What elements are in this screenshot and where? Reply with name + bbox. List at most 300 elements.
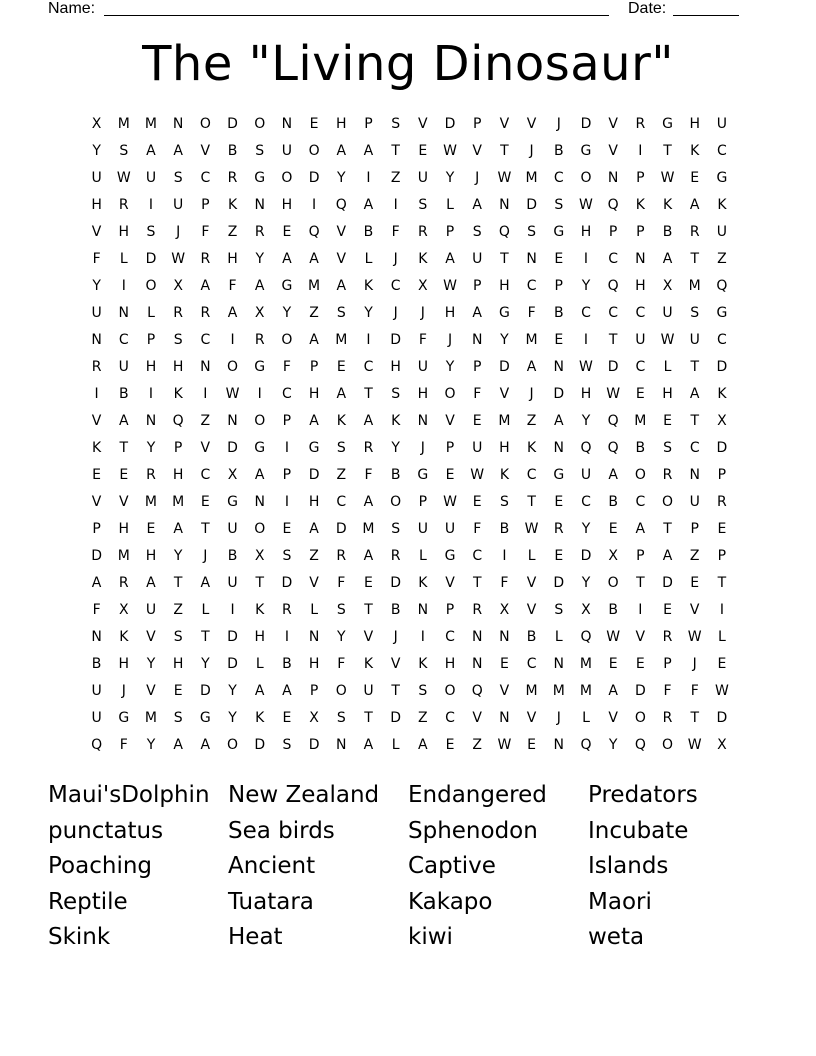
grid-letter[interactable]: H — [91, 197, 102, 213]
grid-letter[interactable]: A — [336, 278, 347, 294]
grid-letter[interactable]: W — [443, 278, 457, 294]
grid-letter[interactable]: W — [116, 170, 131, 186]
grid-letter[interactable]: I — [230, 332, 235, 348]
grid-letter[interactable]: A — [662, 548, 673, 564]
grid-letter[interactable]: E — [445, 737, 455, 753]
grid-letter[interactable]: T — [364, 386, 373, 402]
grid-letter[interactable]: K — [527, 440, 537, 456]
grid-letter[interactable]: L — [201, 602, 210, 618]
grid-letter[interactable]: V — [146, 629, 156, 645]
grid-letter[interactable]: J — [176, 224, 181, 240]
grid-letter[interactable]: G — [254, 170, 266, 186]
grid-letter[interactable]: G — [444, 548, 456, 564]
grid-letter[interactable]: J — [420, 305, 425, 321]
grid-letter[interactable]: R — [363, 440, 374, 456]
grid-letter[interactable]: O — [281, 170, 293, 186]
grid-letter[interactable]: G — [498, 305, 510, 321]
grid-letter[interactable]: S — [554, 197, 564, 213]
grid-letter[interactable]: H — [444, 656, 456, 672]
grid-letter[interactable]: Y — [364, 305, 373, 321]
grid-letter[interactable]: Z — [689, 548, 700, 564]
grid-letter[interactable]: V — [200, 143, 211, 159]
grid-letter[interactable]: V — [499, 683, 510, 699]
grid-letter[interactable]: X — [499, 602, 510, 618]
grid-letter[interactable]: R — [336, 548, 347, 564]
grid-letter[interactable]: Y — [282, 305, 292, 321]
grid-letter[interactable]: D — [308, 737, 320, 753]
grid-letter[interactable]: E — [282, 710, 292, 726]
grid-letter[interactable]: W — [470, 467, 485, 483]
grid-letter[interactable]: I — [312, 197, 317, 213]
grid-letter[interactable]: Q — [634, 737, 646, 753]
grid-letter[interactable]: Z — [717, 251, 727, 267]
grid-letter[interactable]: D — [553, 575, 565, 591]
grid-letter[interactable]: L — [663, 359, 672, 375]
grid-letter[interactable]: W — [687, 737, 702, 753]
grid-letter[interactable]: E — [717, 656, 727, 672]
grid-letter[interactable]: G — [716, 170, 728, 186]
grid-letter[interactable]: E — [472, 413, 482, 429]
grid-letter[interactable]: W — [606, 386, 621, 402]
grid-letter[interactable]: C — [526, 467, 537, 483]
grid-letter[interactable]: N — [471, 332, 483, 348]
grid-letter[interactable]: A — [227, 305, 238, 321]
grid-letter[interactable]: P — [636, 548, 645, 564]
grid-letter[interactable]: A — [363, 494, 374, 510]
grid-letter[interactable]: U — [281, 143, 293, 159]
grid-letter[interactable]: Q — [580, 440, 592, 456]
grid-letter[interactable]: F — [418, 332, 427, 348]
grid-letter[interactable]: A — [173, 737, 183, 753]
grid-letter[interactable]: H — [172, 656, 184, 672]
grid-letter[interactable]: V — [309, 575, 319, 591]
grid-letter[interactable]: B — [118, 386, 129, 402]
grid-letter[interactable]: C — [581, 305, 591, 321]
grid-letter[interactable]: U — [227, 521, 238, 537]
grid-letter[interactable]: N — [553, 359, 565, 375]
grid-letter[interactable]: S — [173, 332, 183, 348]
grid-letter[interactable]: Q — [607, 440, 619, 456]
grid-letter[interactable]: A — [526, 359, 537, 375]
grid-letter[interactable]: U — [118, 359, 129, 375]
grid-letter[interactable]: I — [719, 602, 724, 618]
grid-letter[interactable]: R — [200, 305, 211, 321]
grid-letter[interactable]: Q — [607, 413, 619, 429]
grid-letter[interactable]: C — [282, 386, 292, 402]
grid-letter[interactable]: A — [336, 386, 347, 402]
grid-letter[interactable]: S — [255, 143, 265, 159]
grid-letter[interactable]: A — [146, 575, 156, 591]
grid-letter[interactable]: N — [91, 629, 102, 645]
grid-letter[interactable]: S — [173, 629, 183, 645]
grid-letter[interactable]: A — [608, 467, 618, 483]
grid-letter[interactable]: A — [309, 413, 319, 429]
grid-letter[interactable]: T — [391, 143, 400, 159]
grid-letter[interactable]: O — [254, 521, 266, 537]
grid-letter[interactable]: T — [364, 602, 373, 618]
grid-letter[interactable]: X — [227, 467, 238, 483]
grid-letter[interactable]: V — [499, 386, 510, 402]
grid-letter[interactable]: H — [580, 386, 592, 402]
grid-letter[interactable]: B — [363, 224, 374, 240]
grid-letter[interactable]: V — [336, 251, 347, 267]
grid-letter[interactable]: C — [118, 332, 129, 348]
grid-letter[interactable]: S — [336, 602, 346, 618]
grid-letter[interactable]: A — [689, 386, 700, 402]
grid-letter[interactable]: K — [690, 143, 700, 159]
grid-letter[interactable]: Q — [91, 737, 103, 753]
grid-letter[interactable]: Q — [335, 197, 347, 213]
grid-letter[interactable]: V — [146, 683, 156, 699]
grid-letter[interactable]: Y — [228, 683, 237, 699]
grid-letter[interactable]: U — [472, 251, 483, 267]
grid-letter[interactable]: M — [688, 278, 701, 294]
grid-letter[interactable]: A — [173, 143, 183, 159]
grid-letter[interactable]: A — [363, 197, 374, 213]
grid-letter[interactable]: R — [282, 602, 292, 618]
grid-letter[interactable]: R — [635, 116, 646, 132]
grid-letter[interactable]: N — [499, 197, 510, 213]
grid-letter[interactable]: E — [418, 143, 428, 159]
grid-letter[interactable]: A — [200, 575, 211, 591]
grid-letter[interactable]: U — [363, 683, 374, 699]
grid-letter[interactable]: O — [580, 170, 592, 186]
grid-letter[interactable]: N — [172, 116, 184, 132]
grid-letter[interactable]: D — [145, 251, 157, 267]
grid-letter[interactable]: E — [554, 332, 564, 348]
grid-letter[interactable]: Z — [200, 413, 211, 429]
grid-letter[interactable]: E — [554, 251, 564, 267]
grid-letter[interactable]: V — [200, 440, 211, 456]
grid-letter[interactable]: P — [608, 224, 618, 240]
grid-letter[interactable]: P — [309, 683, 319, 699]
grid-letter[interactable]: R — [717, 494, 727, 510]
grid-letter[interactable]: N — [417, 413, 429, 429]
grid-letter[interactable]: D — [526, 197, 537, 213]
grid-letter[interactable]: X — [91, 116, 102, 132]
grid-letter[interactable]: D — [634, 683, 646, 699]
grid-letter[interactable]: Q — [716, 278, 728, 294]
grid-letter[interactable]: Z — [418, 710, 428, 726]
grid-letter[interactable]: H — [308, 656, 320, 672]
grid-letter[interactable]: C — [717, 143, 727, 159]
grid-letter[interactable]: M — [308, 278, 321, 294]
grid-letter[interactable]: O — [227, 359, 239, 375]
grid-letter[interactable]: H — [662, 386, 673, 402]
grid-letter[interactable]: V — [445, 413, 455, 429]
grid-letter[interactable]: M — [579, 683, 593, 699]
grid-letter[interactable]: V — [526, 575, 537, 591]
grid-letter[interactable]: K — [662, 197, 673, 213]
grid-letter[interactable]: F — [391, 224, 400, 240]
grid-letter[interactable]: S — [418, 197, 428, 213]
grid-letter[interactable]: Y — [173, 548, 183, 564]
grid-letter[interactable]: W — [225, 386, 240, 402]
grid-letter[interactable]: C — [553, 170, 564, 186]
grid-letter[interactable]: P — [663, 656, 672, 672]
grid-letter[interactable]: H — [417, 386, 429, 402]
grid-letter[interactable]: K — [255, 602, 265, 618]
grid-letter[interactable]: M — [172, 494, 185, 510]
grid-letter[interactable]: A — [146, 143, 156, 159]
grid-letter[interactable]: R — [200, 251, 211, 267]
grid-letter[interactable]: D — [308, 170, 320, 186]
grid-letter[interactable]: P — [146, 332, 156, 348]
grid-letter[interactable]: Z — [173, 602, 183, 618]
grid-letter[interactable]: P — [554, 278, 563, 294]
grid-letter[interactable]: K — [418, 575, 428, 591]
grid-letter[interactable]: S — [173, 710, 183, 726]
grid-letter[interactable]: A — [118, 413, 129, 429]
grid-letter[interactable]: O — [254, 116, 266, 132]
grid-letter[interactable]: A — [254, 683, 265, 699]
grid-letter[interactable]: T — [690, 359, 699, 375]
grid-letter[interactable]: E — [173, 683, 183, 699]
grid-letter[interactable]: E — [690, 575, 700, 591]
grid-letter[interactable]: M — [525, 683, 538, 699]
grid-letter[interactable]: H — [254, 629, 265, 645]
grid-letter[interactable]: T — [636, 575, 645, 591]
grid-letter[interactable]: H — [281, 197, 293, 213]
grid-letter[interactable]: N — [91, 332, 102, 348]
grid-letter[interactable]: S — [336, 440, 346, 456]
grid-letter[interactable]: N — [254, 197, 265, 213]
grid-letter[interactable]: G — [553, 467, 565, 483]
grid-letter[interactable]: T — [663, 143, 672, 159]
grid-letter[interactable]: G — [580, 143, 592, 159]
grid-letter[interactable]: Z — [526, 413, 537, 429]
grid-letter[interactable]: R — [254, 332, 265, 348]
grid-letter[interactable]: J — [121, 683, 126, 699]
grid-letter[interactable]: X — [418, 278, 428, 294]
grid-letter[interactable]: X — [581, 602, 591, 618]
grid-letter[interactable]: B — [227, 548, 238, 564]
grid-letter[interactable]: W — [579, 197, 593, 213]
grid-letter[interactable]: X — [717, 413, 727, 429]
grid-letter[interactable]: I — [583, 251, 589, 267]
grid-letter[interactable]: S — [336, 710, 346, 726]
grid-letter[interactable]: P — [445, 440, 455, 456]
grid-letter[interactable]: R — [417, 224, 428, 240]
grid-letter[interactable]: Y — [445, 170, 455, 186]
grid-letter[interactable]: X — [254, 305, 265, 321]
grid-letter[interactable]: A — [472, 197, 482, 213]
grid-letter[interactable]: H — [336, 116, 347, 132]
grid-letter[interactable]: D — [390, 710, 402, 726]
grid-letter[interactable]: P — [472, 116, 482, 132]
grid-letter[interactable]: D — [254, 737, 266, 753]
grid-letter[interactable]: T — [663, 521, 672, 537]
grid-letter[interactable]: Y — [445, 359, 455, 375]
grid-letter[interactable]: Y — [146, 440, 156, 456]
grid-letter[interactable]: H — [118, 521, 130, 537]
grid-letter[interactable]: D — [227, 629, 238, 645]
grid-letter[interactable]: P — [92, 521, 101, 537]
grid-letter[interactable]: F — [690, 683, 699, 699]
grid-letter[interactable]: L — [255, 656, 264, 672]
grid-letter[interactable]: T — [391, 683, 400, 699]
grid-letter[interactable]: H — [499, 278, 510, 294]
grid-letter[interactable]: W — [714, 683, 729, 699]
grid-letter[interactable]: A — [472, 305, 482, 321]
grid-letter[interactable]: D — [607, 359, 619, 375]
grid-letter[interactable]: T — [690, 251, 699, 267]
grid-letter[interactable]: S — [282, 737, 292, 753]
grid-letter[interactable]: N — [607, 170, 619, 186]
grid-letter[interactable]: M — [552, 683, 565, 699]
grid-letter[interactable]: N — [281, 116, 293, 132]
grid-letter[interactable]: O — [662, 494, 674, 510]
grid-letter[interactable]: U — [417, 359, 428, 375]
grid-letter[interactable]: C — [635, 359, 646, 375]
grid-letter[interactable]: Q — [580, 737, 592, 753]
grid-letter[interactable]: C — [445, 629, 455, 645]
grid-letter[interactable]: V — [336, 224, 347, 240]
grid-letter[interactable]: B — [608, 494, 618, 510]
grid-letter[interactable]: T — [527, 494, 536, 510]
grid-letter[interactable]: I — [638, 143, 643, 159]
grid-letter[interactable]: F — [337, 656, 346, 672]
grid-letter[interactable]: G — [254, 359, 266, 375]
grid-letter[interactable]: A — [91, 575, 102, 591]
grid-letter[interactable]: S — [119, 143, 129, 159]
grid-letter[interactable]: I — [638, 602, 643, 618]
grid-letter[interactable]: I — [284, 440, 289, 456]
grid-letter[interactable]: U — [91, 305, 102, 321]
grid-letter[interactable]: C — [472, 548, 483, 564]
grid-letter[interactable]: V — [608, 710, 618, 726]
grid-letter[interactable]: N — [553, 737, 565, 753]
grid-letter[interactable]: N — [499, 629, 510, 645]
grid-letter[interactable]: K — [363, 278, 374, 294]
grid-letter[interactable]: T — [201, 629, 210, 645]
grid-letter[interactable]: K — [227, 197, 238, 213]
grid-letter[interactable]: T — [500, 143, 509, 159]
grid-letter[interactable]: H — [390, 359, 401, 375]
grid-letter[interactable]: F — [663, 683, 672, 699]
grid-letter[interactable]: I — [420, 629, 425, 645]
grid-letter[interactable]: I — [148, 386, 154, 402]
grid-letter[interactable]: T — [201, 521, 210, 537]
grid-letter[interactable]: A — [363, 413, 374, 429]
grid-letter[interactable]: I — [366, 332, 371, 348]
grid-letter[interactable]: I — [284, 494, 289, 510]
grid-letter[interactable]: E — [445, 467, 455, 483]
grid-letter[interactable]: Y — [228, 710, 237, 726]
grid-letter[interactable]: F — [92, 251, 101, 267]
grid-letter[interactable]: R — [173, 305, 184, 321]
grid-letter[interactable]: P — [472, 278, 482, 294]
grid-letter[interactable]: E — [663, 413, 672, 429]
grid-letter[interactable]: N — [145, 413, 157, 429]
grid-letter[interactable]: O — [444, 386, 456, 402]
grid-letter[interactable]: L — [310, 602, 318, 618]
grid-letter[interactable]: F — [473, 521, 482, 537]
grid-letter[interactable]: G — [254, 440, 266, 456]
grid-letter[interactable]: U — [635, 332, 646, 348]
grid-letter[interactable]: F — [228, 278, 237, 294]
grid-letter[interactable]: Y — [500, 332, 509, 348]
grid-letter[interactable]: H — [118, 656, 130, 672]
grid-letter[interactable]: F — [337, 575, 346, 591]
grid-letter[interactable]: D — [227, 656, 238, 672]
grid-letter[interactable]: M — [144, 116, 158, 132]
grid-letter[interactable]: V — [526, 602, 537, 618]
grid-letter[interactable]: U — [145, 602, 157, 618]
grid-letter[interactable]: H — [499, 440, 510, 456]
grid-letter[interactable]: R — [254, 224, 265, 240]
grid-letter[interactable]: E — [282, 521, 292, 537]
grid-letter[interactable]: W — [687, 629, 702, 645]
grid-letter[interactable]: C — [717, 332, 727, 348]
grid-letter[interactable]: R — [118, 197, 129, 213]
grid-letter[interactable]: M — [579, 656, 593, 672]
grid-letter[interactable]: W — [660, 332, 675, 348]
grid-letter[interactable]: O — [662, 737, 674, 753]
grid-letter[interactable]: E — [717, 521, 727, 537]
grid-letter[interactable]: N — [553, 656, 565, 672]
grid-letter[interactable]: B — [662, 224, 673, 240]
grid-letter[interactable]: V — [390, 656, 401, 672]
grid-letter[interactable]: E — [92, 467, 102, 483]
grid-letter[interactable]: M — [525, 170, 538, 186]
grid-letter[interactable]: C — [635, 305, 646, 321]
grid-letter[interactable]: Y — [146, 656, 156, 672]
grid-letter[interactable]: N — [417, 602, 429, 618]
grid-letter[interactable]: L — [147, 305, 155, 321]
grid-letter[interactable]: O — [145, 278, 157, 294]
grid-letter[interactable]: B — [91, 656, 102, 672]
grid-letter[interactable]: U — [145, 170, 157, 186]
grid-letter[interactable]: X — [173, 278, 183, 294]
grid-letter[interactable]: H — [308, 494, 320, 510]
grid-letter[interactable]: P — [201, 197, 210, 213]
grid-letter[interactable]: C — [635, 494, 646, 510]
grid-letter[interactable]: R — [118, 575, 129, 591]
grid-letter[interactable]: D — [580, 116, 592, 132]
grid-letter[interactable]: E — [336, 359, 346, 375]
grid-letter[interactable]: C — [608, 305, 619, 321]
grid-letter[interactable]: D — [553, 386, 565, 402]
grid-letter[interactable]: V — [472, 710, 482, 726]
grid-letter[interactable]: J — [556, 116, 561, 132]
grid-letter[interactable]: U — [417, 521, 428, 537]
grid-letter[interactable]: W — [660, 170, 675, 186]
grid-letter[interactable]: W — [497, 737, 512, 753]
grid-letter[interactable]: M — [362, 521, 375, 537]
grid-letter[interactable]: X — [717, 737, 727, 753]
grid-letter[interactable]: H — [118, 224, 130, 240]
grid-letter[interactable]: R — [390, 548, 401, 564]
grid-letter[interactable]: E — [635, 386, 645, 402]
grid-letter[interactable]: S — [690, 305, 700, 321]
grid-letter[interactable]: A — [309, 521, 319, 537]
grid-letter[interactable]: R — [689, 224, 700, 240]
grid-letter[interactable]: B — [553, 143, 564, 159]
grid-letter[interactable]: P — [364, 116, 373, 132]
grid-letter[interactable]: N — [471, 656, 483, 672]
grid-letter[interactable]: S — [527, 224, 537, 240]
grid-letter[interactable]: K — [391, 413, 401, 429]
grid-letter[interactable]: K — [119, 629, 129, 645]
grid-letter[interactable]: P — [717, 548, 727, 564]
grid-letter[interactable]: N — [471, 629, 483, 645]
grid-letter[interactable]: V — [91, 224, 102, 240]
grid-letter[interactable]: D — [308, 467, 320, 483]
grid-letter[interactable]: D — [499, 359, 510, 375]
grid-letter[interactable]: X — [608, 548, 618, 564]
grid-letter[interactable]: F — [500, 575, 509, 591]
